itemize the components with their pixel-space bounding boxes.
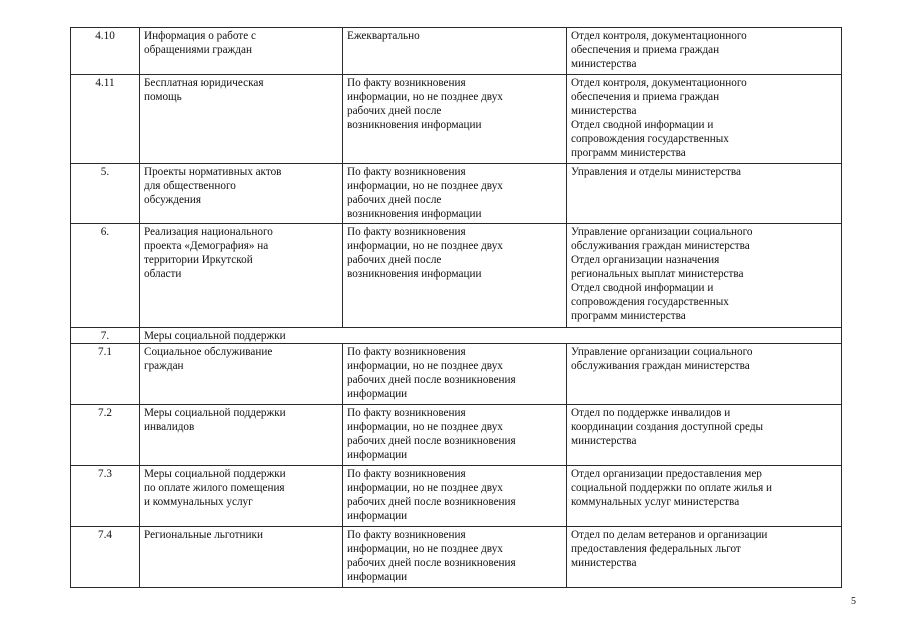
section-title: Меры социальной поддержки <box>140 328 842 344</box>
row-number: 7.3 <box>71 466 140 527</box>
responsible-unit: Отдел по поддержке инвалидов и координации создания доступной среды министерства <box>567 405 842 466</box>
table-row <box>71 405 842 466</box>
info-name: Информация о работе с обращениями граждан <box>140 28 343 75</box>
update-period: По факту возникновения информации, но не позднее двух рабочих дней после возникновения информации <box>343 527 567 588</box>
responsible-unit: Отдел организации предоставления мер социальной поддержки по оплате жилья и коммунальных услуг министерства <box>567 466 842 527</box>
row-number: 7.1 <box>71 344 140 405</box>
section-row <box>71 328 842 344</box>
table-row <box>71 75 842 164</box>
info-name: Региональные льготники <box>140 527 343 588</box>
row-number: 4.10 <box>71 28 140 75</box>
row-number: 7.4 <box>71 527 140 588</box>
update-period: По факту возникновения информации, но не позднее двух рабочих дней после возникновения информации <box>343 75 567 164</box>
responsible-unit: Управление организации социального обслуживания граждан министерства <box>567 344 842 405</box>
info-name: Бесплатная юридическая помощь <box>140 75 343 164</box>
responsible-unit: Управления и отделы министерства <box>567 164 842 224</box>
row-number: 7.2 <box>71 405 140 466</box>
row-number: 6. <box>71 224 140 328</box>
info-name: Меры социальной поддержки инвалидов <box>140 405 343 466</box>
update-period: По факту возникновения информации, но не позднее двух рабочих дней после возникновения информации <box>343 224 567 328</box>
update-period: По факту возникновения информации, но не позднее двух рабочих дней после возникновения информации <box>343 344 567 405</box>
table-row <box>71 28 842 75</box>
row-number: 4.11 <box>71 75 140 164</box>
responsible-unit: Отдел контроля, документационного обеспечения и приема граждан министерства <box>567 28 842 75</box>
table-row <box>71 527 842 588</box>
table-row <box>71 224 842 328</box>
info-name: Меры социальной поддержки по оплате жилого помещения и коммунальных услуг <box>140 466 343 527</box>
row-number: 5. <box>71 164 140 224</box>
section-number: 7. <box>71 328 140 344</box>
table-row <box>71 164 842 224</box>
info-name: Проекты нормативных актов для общественного обсуждения <box>140 164 343 224</box>
information-table <box>70 27 842 588</box>
table-row <box>71 344 842 405</box>
update-period: Ежеквартально <box>343 28 567 75</box>
page-number: 5 <box>851 596 856 607</box>
responsible-unit: Отдел по делам ветеранов и организации предоставления федеральных льгот министерства <box>567 527 842 588</box>
table-row <box>71 466 842 527</box>
update-period: По факту возникновения информации, но не позднее двух рабочих дней после возникновения информации <box>343 405 567 466</box>
info-name: Реализация национального проекта «Демография» на территории Иркутской области <box>140 224 343 328</box>
update-period: По факту возникновения информации, но не позднее двух рабочих дней после возникновения информации <box>343 164 567 224</box>
info-name: Социальное обслуживание граждан <box>140 344 343 405</box>
update-period: По факту возникновения информации, но не позднее двух рабочих дней после возникновения информации <box>343 466 567 527</box>
responsible-unit: Управление организации социального обслуживания граждан министерства Отдел организации назначения региональных выплат министерства Отдел сводной информации и сопровождения государственных программ министерства <box>567 224 842 328</box>
responsible-unit: Отдел контроля, документационного обеспечения и приема граждан министерства Отдел сводной информации и сопровождения государственных программ министерства <box>567 75 842 164</box>
